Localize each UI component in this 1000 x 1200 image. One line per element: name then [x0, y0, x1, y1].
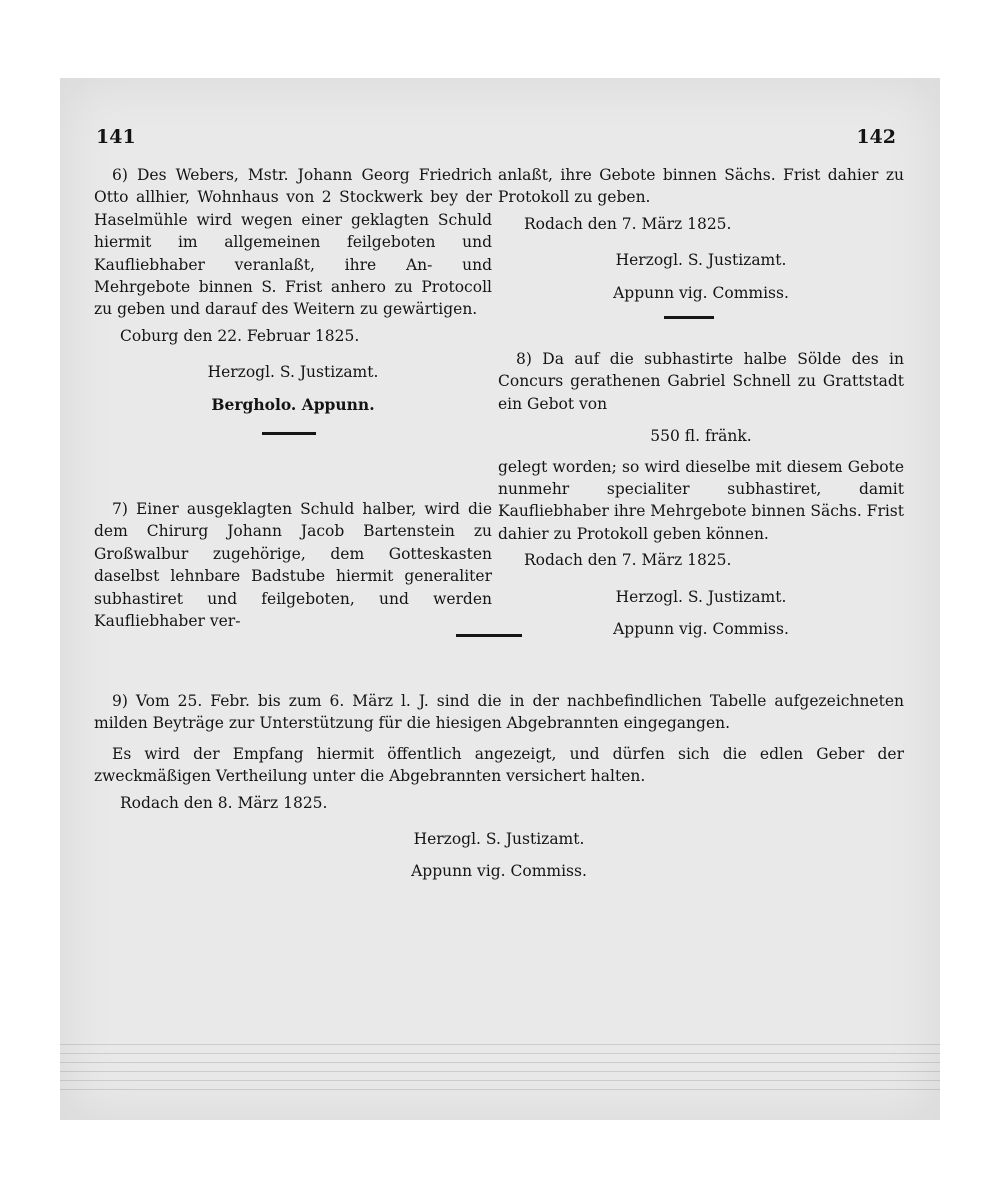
right-column [498, 164, 904, 304]
notice-6-office: Herzogl. S. Justizamt. [207, 363, 379, 382]
scanned-page [60, 78, 940, 1120]
left-column-lower [94, 498, 492, 632]
notice-8-office: Herzogl. S. Justizamt. [615, 587, 787, 606]
section-divider-left [262, 432, 316, 435]
right-column-lower [498, 348, 904, 640]
notice-8-place-date: Rodach den 7. März 1825. [524, 551, 732, 570]
notice-9-place-date: Rodach den 8. März 1825. [120, 793, 328, 812]
bottom-section [94, 690, 904, 883]
notice-8-amount: 550 fl. fränk. [650, 427, 752, 446]
section-divider-right [664, 316, 714, 319]
notice-6-place-date: Coburg den 22. Februar 1825. [120, 326, 360, 345]
notice-9-signer: Appunn vig. Commiss. [411, 862, 587, 881]
notice-8-text: 8) Da auf die subhastirte halbe Sölde des in Concurs gerathenen Gabriel Schnell zu Grattstadt ein Gebot von [498, 350, 904, 413]
page-number-right: 142 [856, 126, 896, 148]
notice-7-office: Herzogl. S. Justizamt. [615, 251, 787, 270]
notice-7-text: 7) Einer ausgeklagten Schuld halber, wird die dem Chirurg Johann Jacob Bartenstein zu Großwalbur zugehörige, dem Gotteskasten daselbst lehnbare Badstube hiermit generaliter subhastiret und feilgeboten, und werden Kaufliebhaber ver- [94, 500, 492, 631]
page-number-left: 141 [96, 126, 136, 148]
notice-7-continuation: anlaßt, ihre Gebote binnen Sächs. Frist dahier zu Protokoll zu geben. [498, 166, 904, 207]
notice-7-signer: Appunn vig. Commiss. [613, 283, 789, 302]
notice-6-signers: Bergholo. Appunn. [211, 394, 375, 414]
show-through-text [60, 1038, 940, 1098]
notice-9-office: Herzogl. S. Justizamt. [413, 830, 585, 849]
notice-7-place-date: Rodach den 7. März 1825. [524, 214, 732, 233]
notice-6-text: 6) Des Webers, Mstr. Johann Georg Friedrich Otto allhier, Wohnhaus von 2 Stockwerk bey der Haselmühle wird wegen einer geklagten Schuld hiermit im allgemeinen feilgeboten und Kaufliebhaber veranlaßt, ihre An- und Mehrgebote binnen S. Frist anhero zu Protocoll zu geben und darauf des Weitern zu gewärtigen. [94, 166, 492, 319]
section-divider-center [456, 634, 522, 637]
notice-8-continuation: gelegt worden; so wird dieselbe mit diesem Gebote nunmehr specialiter subhastiret, damit Kaufliebhaber ihre Mehrgebote binnen Sächs. Frist dahier zu Protokoll geben können. [498, 457, 904, 543]
left-column [94, 164, 492, 416]
notice-9-continuation: Es wird der Empfang hiermit öffentlich angezeigt, und dürfen sich die edlen Geber der zweckmäßigen Vertheilung unter die Abgebrannten versichert halten. [94, 744, 904, 786]
notice-9-text: 9) Vom 25. Febr. bis zum 6. März l. J. sind die in der nachbefindlichen Tabelle aufgezeichneten milden Beyträge zur Unterstützung für die hiesigen Abgebrannten eingegangen. [94, 692, 904, 733]
notice-8-signer: Appunn vig. Commiss. [613, 620, 789, 639]
